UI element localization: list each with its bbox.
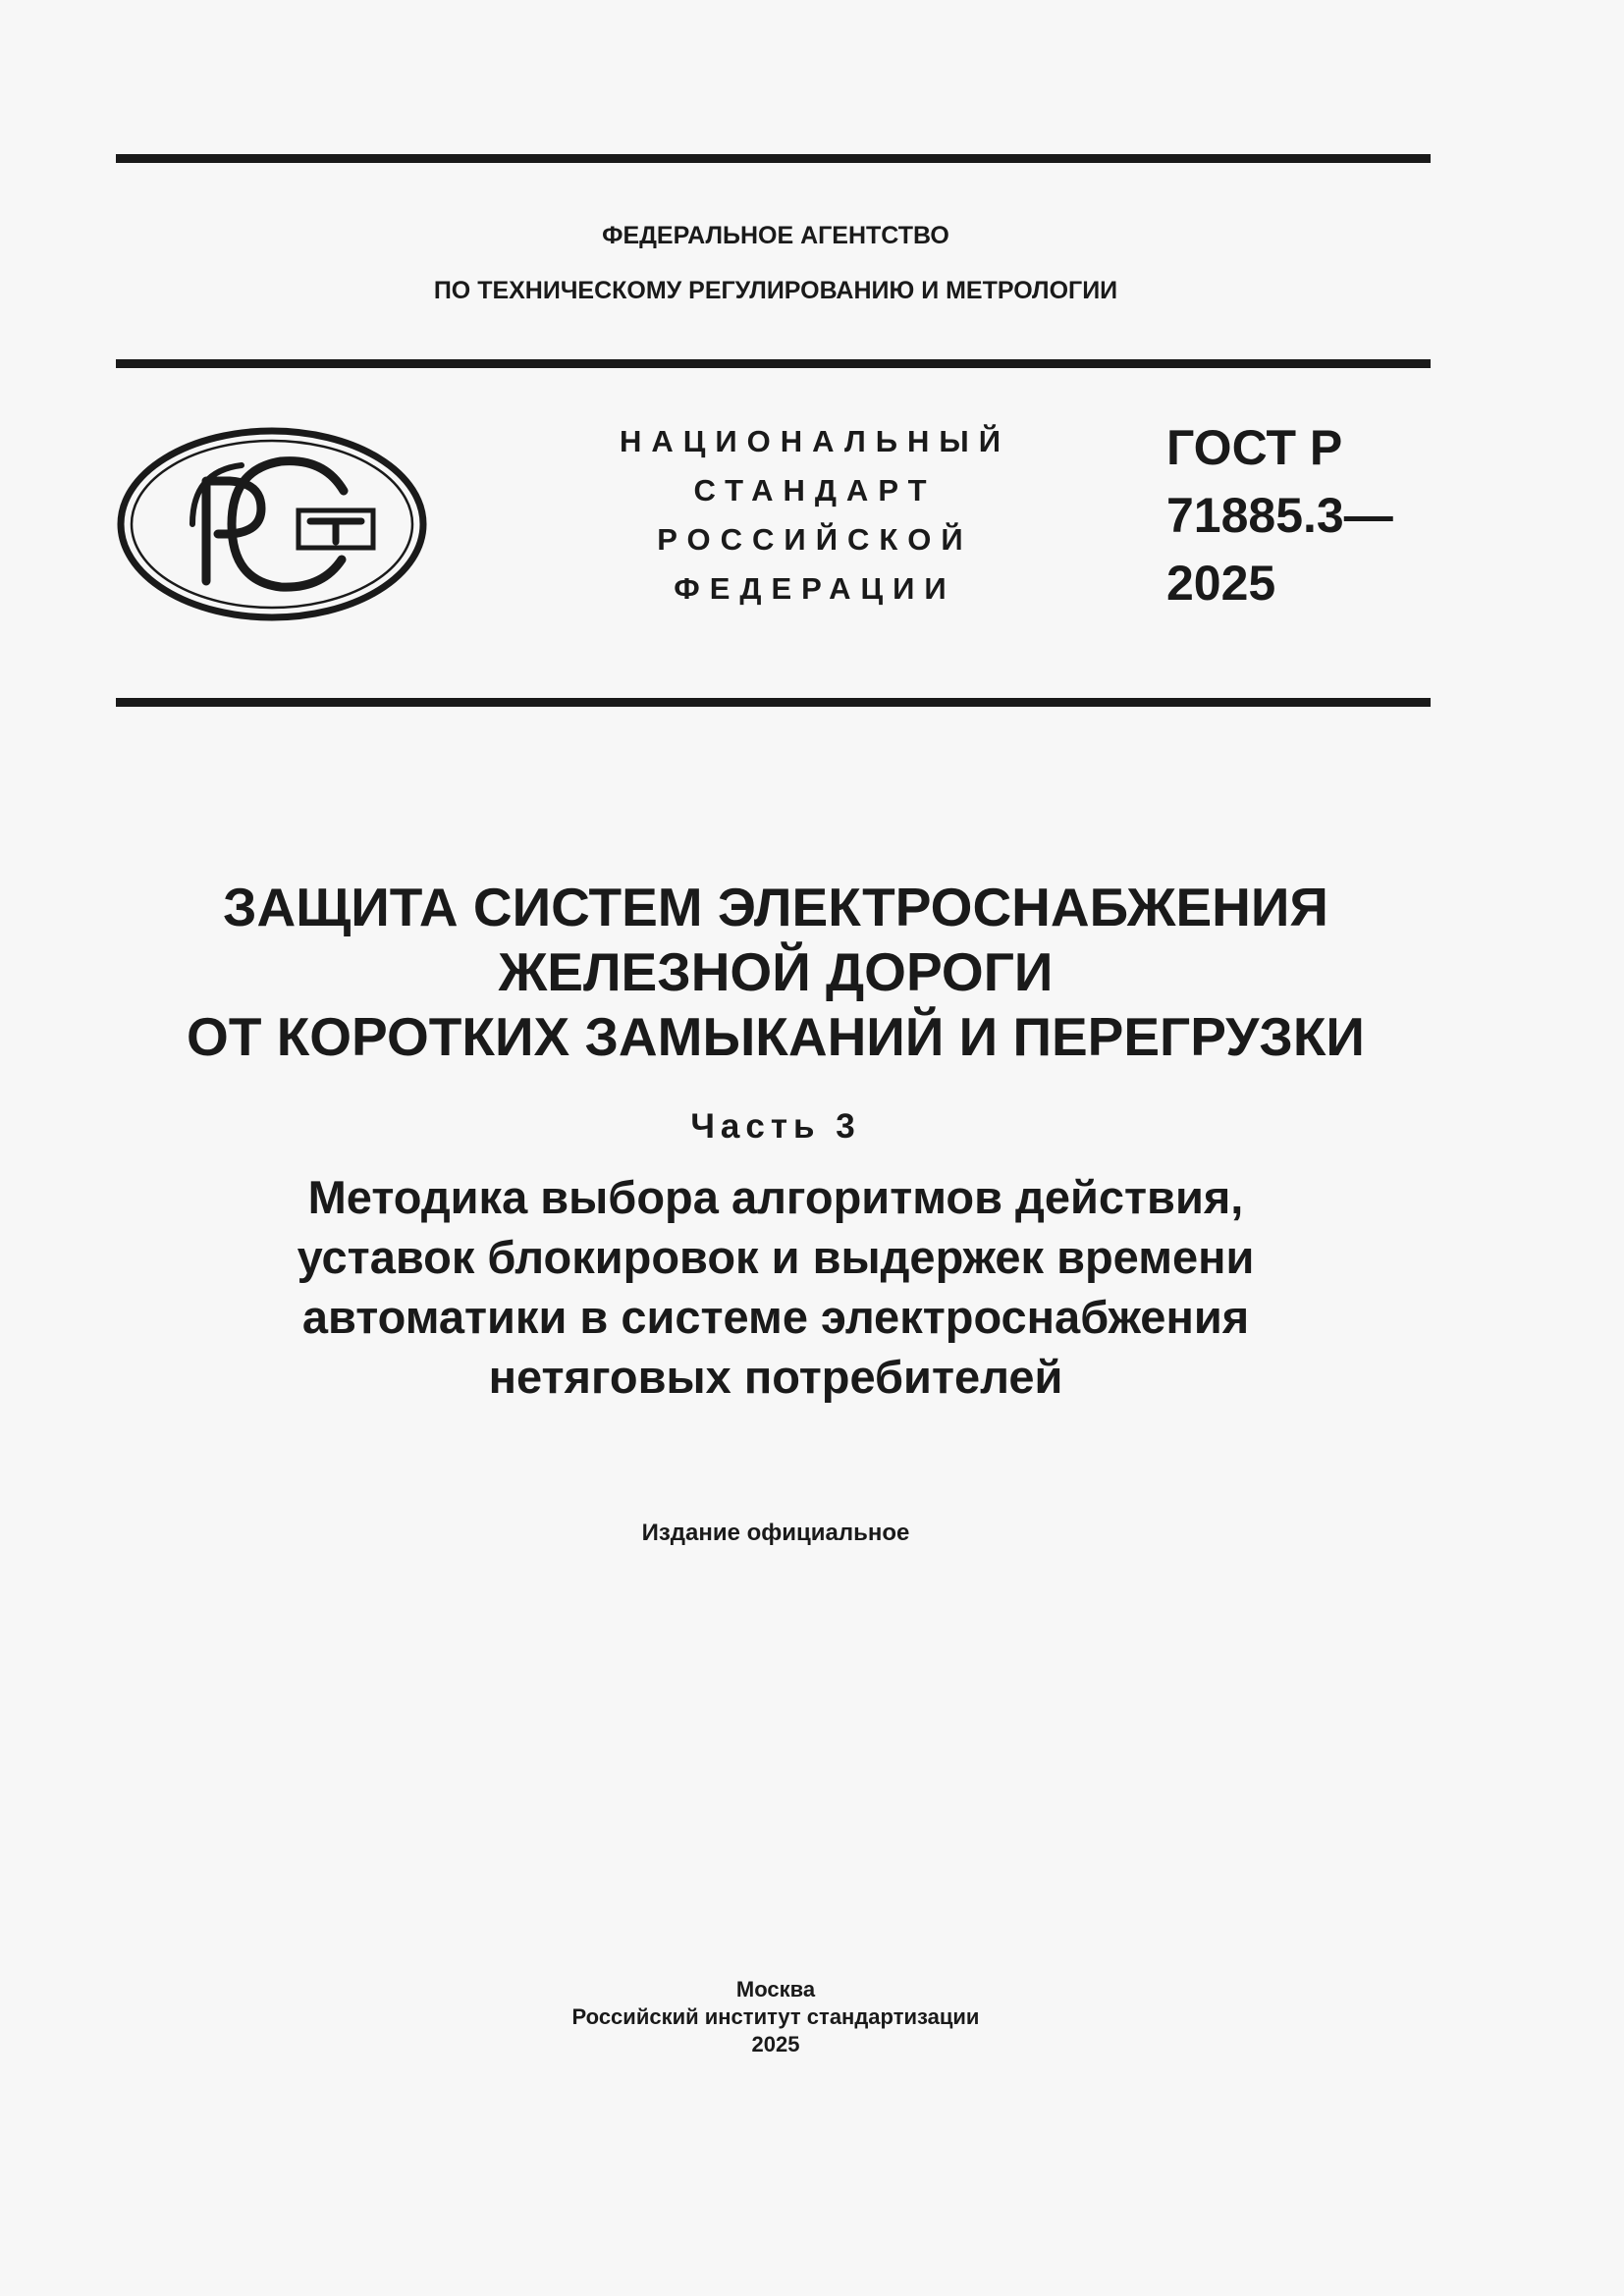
header-bottom-rule <box>116 698 1431 707</box>
imprint-publisher: Российский институт стандартизации <box>571 2004 980 2029</box>
standard-designation-line2: 71885.3— <box>1166 488 1393 543</box>
national-standard-line2: СТАНДАРТ <box>693 473 937 507</box>
agency-name-line1: ФЕДЕРАЛЬНОЕ АГЕНТСТВО <box>602 222 949 249</box>
document-subtitle-line2: уставок блокировок и выдержек времени <box>297 1231 1255 1283</box>
rst-certification-mark-icon <box>116 426 428 622</box>
agency-name-line2: ПО ТЕХНИЧЕСКОМУ РЕГУЛИРОВАНИЮ И МЕТРОЛОГИИ <box>433 277 1118 304</box>
document-subtitle-line3: автоматики в системе электроснабжения <box>301 1291 1250 1343</box>
agency-divider-rule <box>116 359 1431 368</box>
standard-designation-line3: 2025 <box>1166 556 1276 611</box>
standard-designation-line1: ГОСТ Р <box>1166 420 1343 475</box>
document-title-line3: ОТ КОРОТКИХ ЗАМЫКАНИЙ И ПЕРЕГРУЗКИ <box>187 1006 1365 1067</box>
national-standard-line1: НАЦИОНАЛЬНЫЙ <box>619 424 1011 458</box>
official-edition-label: Издание официальное <box>641 1520 910 1546</box>
document-subtitle-line4: нетяговых потребителей <box>488 1351 1063 1403</box>
top-rule <box>116 154 1431 163</box>
document-subtitle-line1: Методика выбора алгоритмов действия, <box>307 1171 1244 1223</box>
imprint-city: Москва <box>735 1977 816 2002</box>
document-title-line2: ЖЕЛЕЗНОЙ ДОРОГИ <box>498 941 1054 1002</box>
imprint-year: 2025 <box>751 2032 800 2056</box>
national-standard-line3: РОССИЙСКОЙ <box>657 522 973 557</box>
part-number: Часть 3 <box>690 1107 861 1146</box>
national-standard-line4: ФЕДЕРАЦИИ <box>674 571 956 606</box>
document-title-line1: ЗАЩИТА СИСТЕМ ЭЛЕКТРОСНАБЖЕНИЯ <box>223 877 1328 937</box>
